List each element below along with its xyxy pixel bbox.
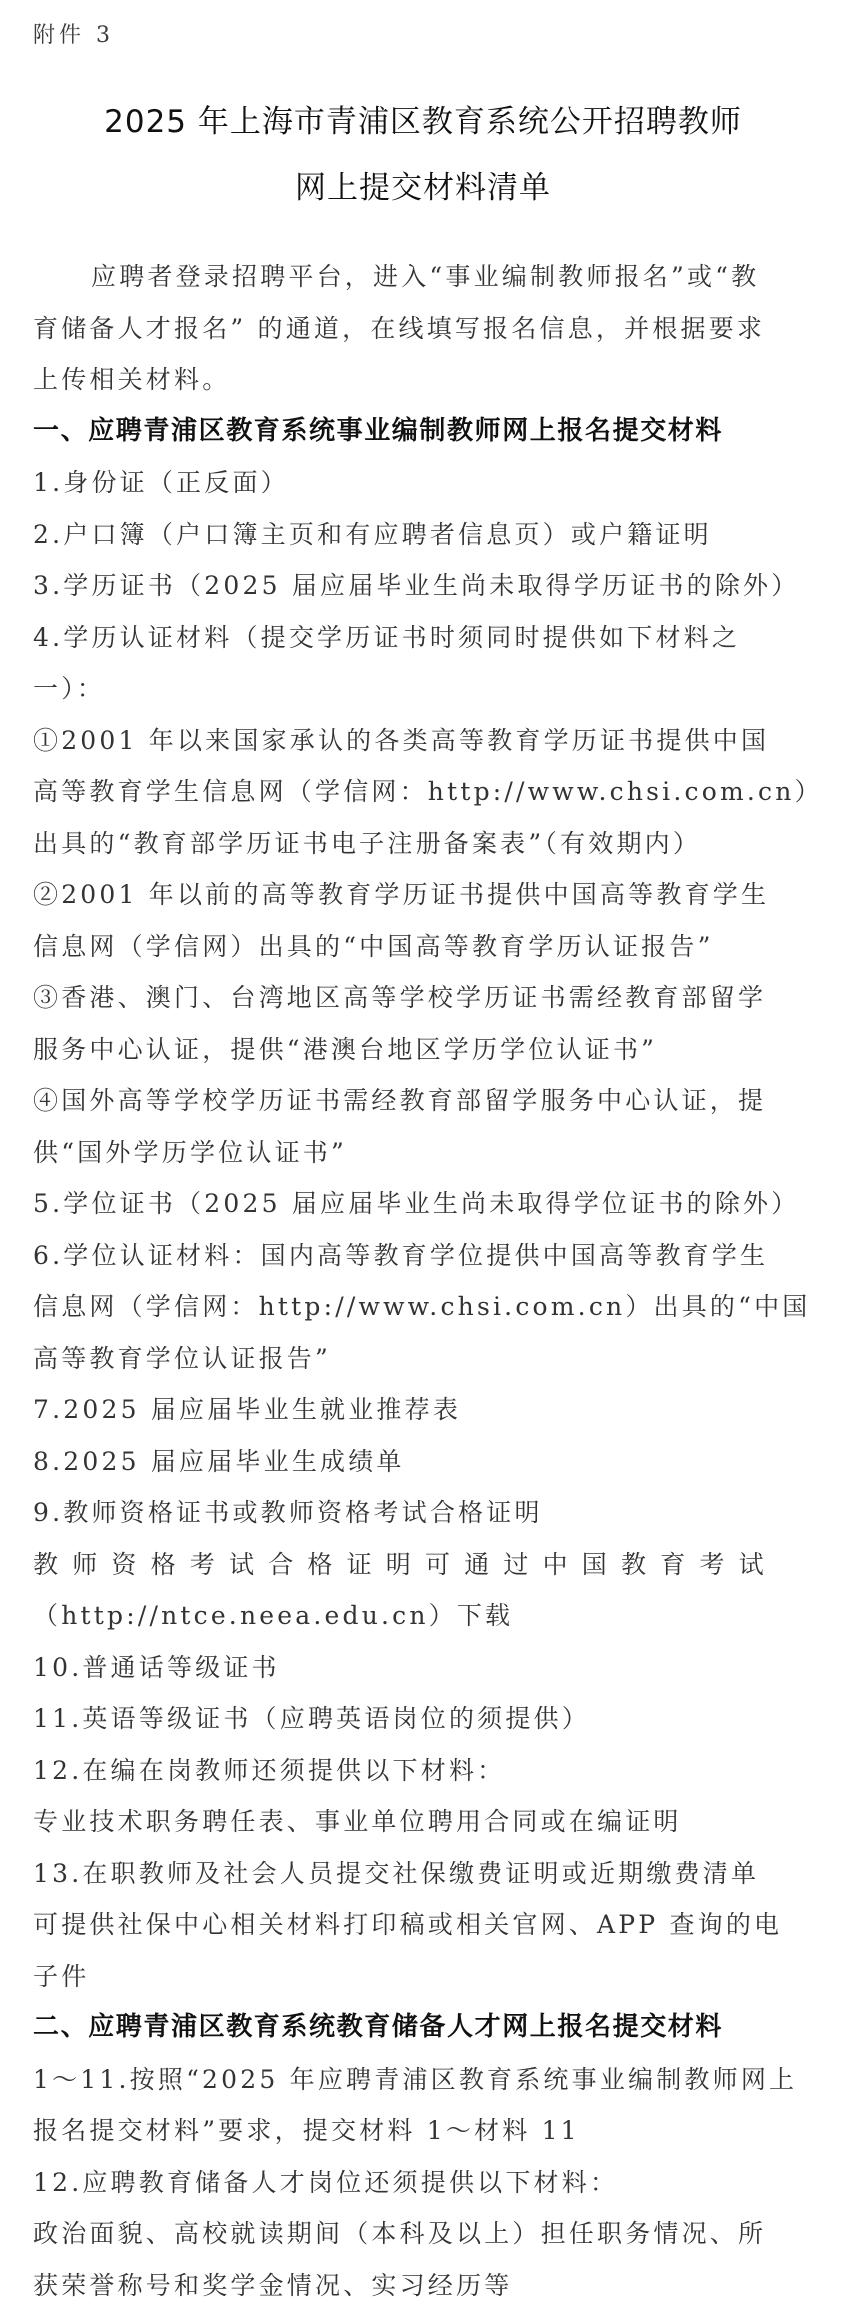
document-title-line-2: 网上提交材料清单 — [295, 170, 551, 206]
section-1-line: 10.普通话等级证书 — [33, 1652, 280, 1682]
section-2-line: 报名提交材料”要求，提交材料 1～材料 11 — [33, 2116, 580, 2145]
intro-paragraph-line: 上传相关材料。 — [33, 365, 231, 394]
section-1-line: 8.2025 届应届毕业生成绩单 — [33, 1446, 405, 1476]
section-1-line: 5.学位证书（2025 届应届毕业生尚未取得学位证书的除外） — [33, 1189, 800, 1218]
intro-paragraph-line: 应聘者登录招聘平台，进入“事业编制教师报名”或“教 — [91, 262, 760, 291]
section-1-line: 12.在编在岗教师还须提供以下材料： — [33, 1755, 506, 1785]
section-1-line: 可提供社保中心相关材料打印稿或相关官网、APP 查询的电 — [33, 1910, 783, 1939]
section-1-line: 9.教师资格证书或教师资格考试合格证明 — [33, 1498, 543, 1527]
section-1-line: 3.学历证书（2025 届应届毕业生尚未取得学历证书的除外） — [33, 571, 800, 600]
section-1-line: 4.学历认证材料（提交学历证书时须同时提供如下材料之 — [33, 622, 741, 652]
section-1-line: 高等教育学生信息网（学信网：http://www.chsi.com.cn） — [33, 777, 823, 806]
section-2-line: 政治面貌、高校就读期间（本科及以上）担任职务情况、所 — [33, 2219, 767, 2248]
section-2-line: 获荣誉称号和奖学金情况、实习经历等 — [33, 2270, 513, 2300]
section-2-heading: 二、应聘青浦区教育系统教育储备人才网上报名提交材料 — [33, 2012, 724, 2042]
section-1-line: 供“国外学历学位认证书” — [33, 1137, 347, 1167]
section-1-line: 信息网（学信网：http://www.chsi.com.cn）出具的“中国 — [33, 1292, 811, 1321]
section-2-line: 12.应聘教育储备人才岗位还须提供以下材料： — [33, 2167, 619, 2197]
section-1-line: 高等教育学位认证报告” — [33, 1343, 331, 1373]
section-1-line: 2.户口簿（户口簿主页和有应聘者信息页）或户籍证明 — [33, 519, 712, 549]
section-1-line-spread: 教师资格考试合格证明可通过中国教育考试 — [33, 1549, 778, 1579]
section-1-line: 专业技术职务聘任表、事业单位聘用合同或在编证明 — [33, 1807, 682, 1836]
section-1-line: 一）： — [33, 674, 106, 703]
section-1-line: 1.身份证（正反面） — [33, 468, 289, 497]
section-1-line: ③香港、澳门、台湾地区高等学校学历证书需经教育部留学 — [33, 983, 767, 1012]
section-1-line: 信息网（学信网）出具的“中国高等教育学历认证报告” — [33, 931, 714, 961]
section-1-line: 13.在职教师及社会人员提交社保缴费证明或近期缴费清单 — [33, 1858, 760, 1888]
section-1-line: 服务中心认证，提供“港澳台地区学历学位认证书” — [33, 1034, 658, 1064]
section-2-line: 1～11.按照“2025 年应聘青浦区教育系统事业编制教师网上 — [33, 2064, 798, 2094]
section-1-line: ②2001 年以前的高等教育学历证书提供中国高等教育学生 — [33, 880, 770, 909]
section-1-heading: 一、应聘青浦区教育系统事业编制教师网上报名提交材料 — [33, 415, 724, 446]
section-1-line: 7.2025 届应届毕业生就业推荐表 — [33, 1395, 462, 1424]
section-1-line: 6.学位认证材料：国内高等教育学位提供中国高等教育学生 — [33, 1240, 769, 1270]
document-title-line-1: 2025 年上海市青浦区教育系统公开招聘教师 — [104, 104, 742, 140]
attachment-label: 附件 3 — [33, 23, 114, 48]
section-1-line: 11.英语等级证书（应聘英语岗位的须提供） — [33, 1704, 590, 1733]
intro-paragraph-line: 育储备人才报名” 的通道，在线填写报名信息，并根据要求 — [33, 313, 766, 343]
section-1-line: ①2001 年以来国家承认的各类高等教育学历证书提供中国 — [33, 725, 770, 755]
section-1-line: （http://ntce.neea.edu.cn）下载 — [33, 1601, 514, 1630]
document-body — [33, 251, 823, 2311]
section-1-line: 子件 — [33, 1961, 90, 1991]
section-1-line: ④国外高等学校学历证书需经教育部留学服务中心认证，提 — [33, 1086, 767, 1115]
section-1-line: 出具的“教育部学历证书电子注册备案表”（有效期内） — [33, 828, 702, 858]
